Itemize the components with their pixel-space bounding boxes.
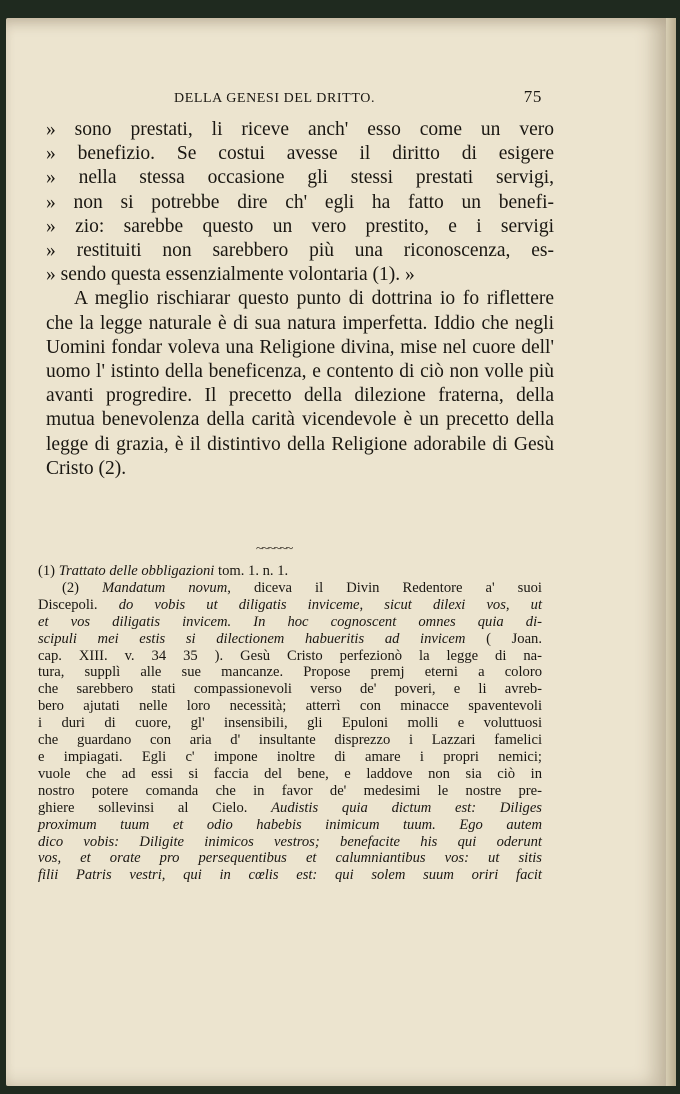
quote-line: » non si potrebbe dire ch' egli ha fatto un benefi- [46,191,554,213]
footnote-2-text: e impiagati. Egli c' impone inoltre di amare i propri nemici; [38,748,542,765]
section-ornament: ~~~~~~ [256,540,293,555]
footnote-2-text: vuole che ad essi si faccia del bene, e laddove non sia ciò in [38,765,542,782]
page-edge [666,18,676,1086]
footnote-2-italic-text: filii Patris vestri, qui in cœlis est: qui solem suum oriri facit [38,867,542,884]
footnote-2 [38,580,542,884]
page-number: 75 [523,87,542,106]
footnote-2-italic-text: Mandatum novum [102,579,228,596]
footnote-2-italic-text: sicut dilexi vos, ut [384,596,543,613]
footnote-2-line [38,817,542,834]
quote-line: » sono prestati, li riceve anch' esso come un vero [46,119,554,140]
footnote-2-text: che sarebbero stati compassionevoli verso de' poveri, e li avreb- [38,681,542,698]
quote-line: » zio: sarebbe questo un vero prestito, e i servigi [46,215,554,237]
footnote-2-line [38,749,542,766]
quote-line: » benefizio. Se costui avesse il diritto di esigere [46,143,554,165]
footnote-2-line [38,867,542,884]
footnote-2-text: (2) [62,579,103,596]
footnote-2-line [38,580,542,597]
footnote-2-line [38,732,542,749]
footnote-2-line [38,834,542,851]
footnote-2-line [38,597,542,614]
footnote-2-italic-text: proximum tuum et odio habebis inimicum tuum. Ego autem [38,816,542,833]
footnote-2-italic-text: Audistis quia dictum est: Diliges [271,799,542,816]
quote-line: » sendo questa essenzialmente volontaria (1). » [46,264,415,286]
footnote-2-text: tura, supplì alle sue mancanze. Propose premj eterni a coloro [38,664,542,681]
footnote-2-text: , diceva il Divin Redentore a' suoi [227,579,542,596]
footnote-2-line [38,681,542,698]
footnote-2-line [38,698,542,715]
footnote-2-text: che guardano con aria d' insultante disprezzo i Lazzari famelici [38,732,542,749]
footnote-2-line [38,850,542,867]
quote-block [46,118,554,287]
footnote-2-text: nostro potere comanda che in favor de' medesimi le nostre pre- [38,782,542,799]
footnote-2-italic-text: do vobis ut diligatis inviceme [118,596,360,613]
footnote-2-line [38,664,542,681]
footnote-1-title: Trattato delle obbligazioni [58,563,215,579]
footnote-2-line [38,766,542,783]
footnote-2-text: i duri di cuore, gl' insensibili, gli Epuloni molli e voluttuosi [38,715,542,732]
footnote-2-text: , [359,596,385,613]
main-text [46,118,554,481]
footnotes [38,563,542,884]
quote-line: » restituiti non sarebbero più una riconoscenza, es- [46,240,554,262]
footnote-2-text: bero ajutati nelle loro necessità; atterrì con minacce spaventevoli [38,698,542,715]
footnote-2-text: Discepoli. [38,596,119,613]
footnote-2-line [38,614,542,631]
running-title: DELLA GENESI DEL DRITTO. [174,91,376,106]
footnote-2-italic-text: scipuli mei estis si dilectionem habueritis ad invicem [38,630,466,647]
footnote-2-line [38,648,542,665]
body-paragraph: A meglio rischiarar questo punto di dottrina io fo riflettere che la legge naturale è di sua natura imperfetta. Iddio che negli Uomini fondar voleva una Religione divina, mise nel cuore dell' uomo l' istinto della beneficenza, e contento di ciò non volle più avanti progredire. Il precetto della dilezione fraterna, della mutua benevolenza della carità vicendevole è un precetto della legge di grazia, è il distintivo della Religione adorabile di Gesù Cristo (2). [46,288,554,479]
footnote-1-ref: tom. 1. n. 1. [218,563,289,579]
footnote-2-text: ( Joan. [465,630,542,647]
footnote-2-line [38,715,542,732]
quote-line: » nella stessa occasione gli stessi prestati servigi, [46,167,554,189]
footnote-2-line [38,783,542,800]
footnote-2-italic-text: et vos diligatis invicem. In hoc cognoscent omnes quia di- [38,613,542,630]
footnote-2-italic-text: dico vobis: Diligite inimicos vestros; benefacite his qui oderunt [38,833,542,850]
footnote-2-text: ghiere sollevinsi al Cielo. [38,799,272,816]
footnote-2-text: cap. XIII. v. 34 35 ). Gesù Cristo perfezionò la legge di na- [38,647,542,664]
footnote-1 [38,563,542,580]
footnote-2-italic-text: vos, et orate pro persequentibus et calumniantibus vos: ut sitis [38,850,542,867]
footnote-2-line [38,800,542,817]
footnote-2-line [38,631,542,648]
footnote-1-marker: (1) [38,563,56,579]
